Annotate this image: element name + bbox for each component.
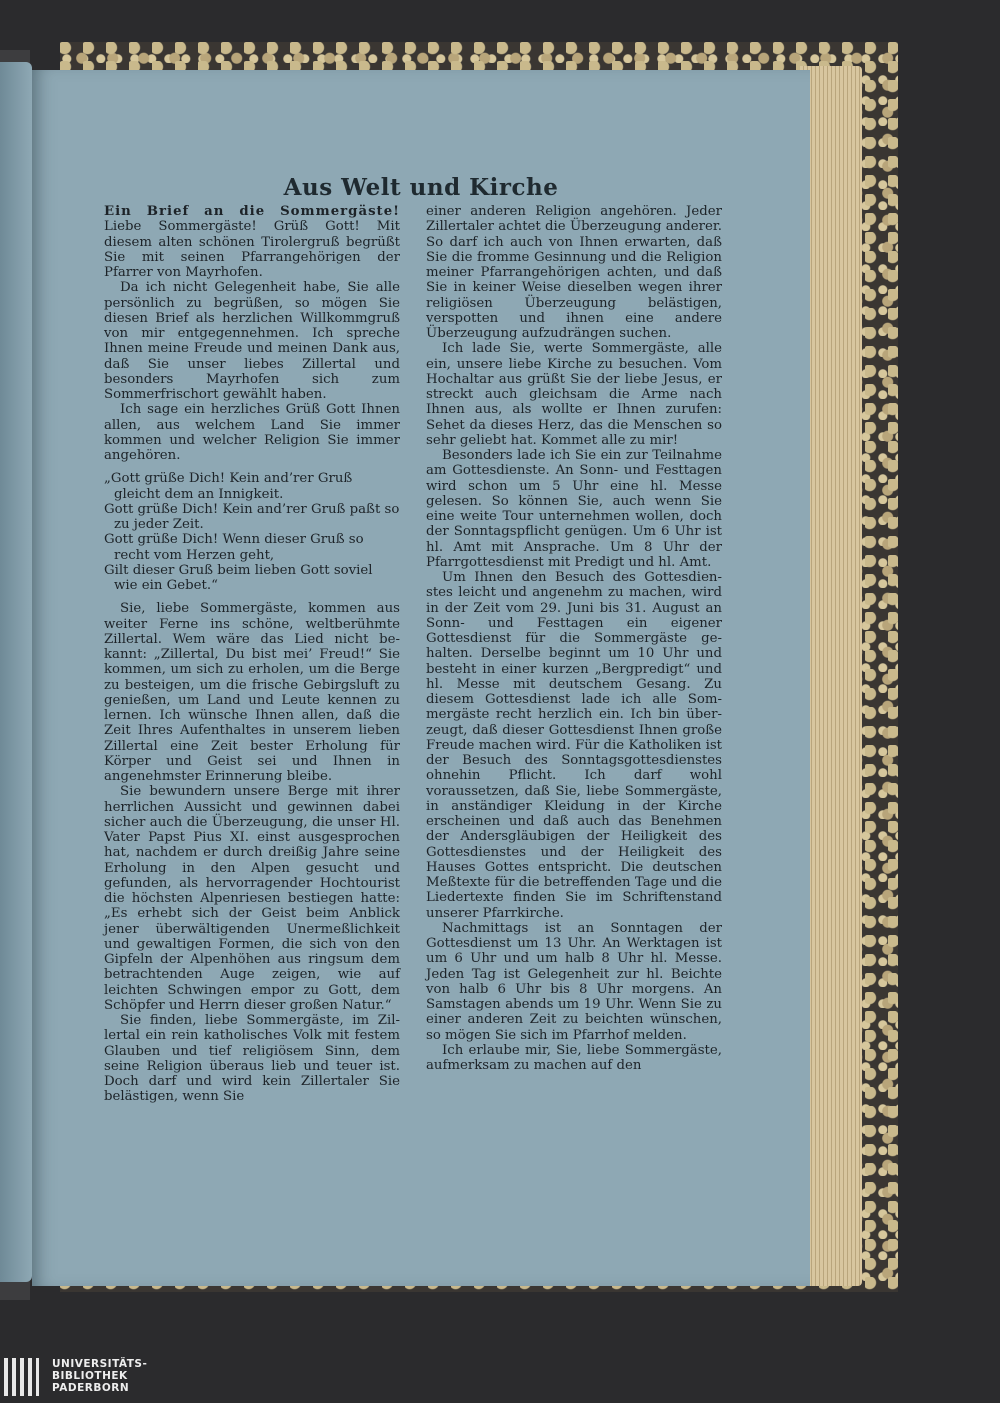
logo-line: PADERBORN bbox=[52, 1382, 130, 1394]
paragraph: Besonders lade ich Sie ein zur Teilnahme am Gottesdienste. An Sonn- und Festtagen wird schon um 5 Uhr eine hl. Messe gelesen. So können Sie, auch wenn Sie eine weite Tour unternehmen wollen, doch der Sonntagspflicht genügen. Um 6 Uhr ist hl. Amt mit Ansprache. Um 8 Uhr der Pfarrgottesdienst mit Predigt und hl. Amt. bbox=[426, 448, 722, 570]
paragraph: Ich sage ein herzliches Grüß Gott Ihnen allen, aus welchem Land Sie immer kommen und welcher Religion Sie immer angehören. bbox=[104, 402, 400, 463]
paragraph: Sie finden, liebe Sommergäste, im Zillertal ein rein katholisches Volk mit festem Glauben und tief religiösem Sinn, dem seine Religion überaus lieb und teuer ist. Doch darf und wird kein Zillertaler Sie belästigen, wenn Sie bbox=[104, 1013, 400, 1105]
logo-line: UNIVERSITÄTS- bbox=[52, 1358, 148, 1370]
logo-line: BIBLIOTHEK bbox=[52, 1370, 128, 1382]
poem-line: Gott grüße Dich! Wenn dieser Gruß so recht vom Herzen geht, bbox=[104, 532, 364, 563]
library-logo-text bbox=[52, 1358, 147, 1394]
left-page-edge bbox=[0, 62, 32, 1282]
poem-line: Gott grüße Dich! Kein and’rer Gruß paßt so zu jeder Zeit. bbox=[104, 501, 400, 532]
poem-line: Gilt dieser Gruß beim lieben Gott soviel wie ein Gebet.“ bbox=[104, 562, 373, 593]
document-page bbox=[32, 70, 810, 1286]
page-title: Aus Welt und Kirche bbox=[283, 174, 559, 201]
paragraph: einer anderen Religion angehören. Jeder Zillertaler achtet die Überzeugung anderer. So darf ich auch von Ihnen erwarten, daß Sie die fromme Gesinnung und die Religion meiner Pfarrangehörigen achten, und daß Sie in keiner Weise dieselben wegen ihrer religiösen Überzeugung belästigen, verspotten und ihnen eine andere Überzeugung aufzudrängen suchen. bbox=[426, 204, 722, 341]
article-heading: Ein Brief an die Sommergäste! bbox=[104, 204, 400, 219]
library-logo-icon bbox=[4, 1358, 44, 1396]
paragraph: Nachmittags ist an Sonntagen der Gottesdienst um 13 Uhr. An Werktagen ist um 6 Uhr und um halb 8 Uhr hl. Messe. Jeden Tag ist Gelegenheit zur hl. Beichte von halb 6 Uhr bis 8 Uhr morgens. An Samstagen abends um 19 Uhr. Wenn Sie zu einer anderen Zeit zu beichten wünschen, so mögen Sie sich im Pfarrhof melden. bbox=[426, 920, 722, 1043]
poem-line: „Gott grüße Dich! Kein and’rer Gruß gleicht dem an Innigkeit. bbox=[104, 471, 353, 502]
left-text-column bbox=[104, 204, 400, 1105]
poem-block bbox=[104, 471, 400, 593]
paragraph: Ich lade Sie, werte Sommergäste, alle ein, unsere liebe Kirche zu besuchen. Vom Hochaltar aus grüßt Sie der liebe Jesus, er streckt auch gleichsam die Arme nach Ihnen aus, als wollte er Ihnen zurufen: Sehet da dieses Herz, das die Menschen so sehr geliebt hat. Kommet alle zu mir! bbox=[426, 341, 722, 448]
library-footer bbox=[0, 1352, 1000, 1403]
paragraph bbox=[104, 204, 400, 280]
paragraph: Sie bewundern unsere Berge mit ihrer herrlichen Aussicht und gewinnen dabei sicher auch die Überzeugung, die unser Hl. Vater Papst Pius XI. einst ausgesprochen hat, nachdem er durch dreißig Jahre seine Erholung in den Alpen gesucht und gefunden, als hervorragender Hochtourist die höchsten Alpenriesen bestiegen hatte: „Es erhebt sich der Geist beim Anblick jener überwältigenden Unermeßlichkeit und gewaltigen Formen, die sich von den Gipfeln der Alpenhöhen aus ringsum dem betrachtenden Auge zeigen, wie auf leichten Schwingen empor zu Gott, dem Schöpfer und Herrn dieser großen Natur.“ bbox=[104, 784, 400, 1013]
paragraph: Ich erlaube mir, Sie, liebe Sommergäste, aufmerksam zu machen auf den bbox=[426, 1042, 722, 1073]
paragraph: Sie, liebe Sommergäste, kommen aus weiter Ferne ins schöne, weltberühmte Zillertal. Wem wäre das Lied nicht bekannt: „Zillertal, Du bist mei’ Freud!“ Sie kommen, um sich zu erholen, um die Berge zu besteigen, um die frische Gebirgsluft zu genießen, um Land und Leute kennen zu lernen. Ich wünsche Ihnen allen, daß die Zeit Ihres Aufenthaltes in unserem lieben Zillertal eine Zeit bester Erholung für Körper und Geist sei und Ihnen in angenehmster Erinnerung bleibe. bbox=[104, 601, 400, 784]
paragraph: Um Ihnen den Besuch des Gottesdienstes leicht und angenehm zu machen, wird in der Zeit vom 29. Juni bis 31. August an Sonn- und Festtagen ein eigener Gottesdienst für die Sommergäste gehalten. Derselbe beginnt um 10 Uhr und besteht in einer kurzen „Bergpredigt“ und hl. Messe mit deutschem Gesang. Zu diesem Gottesdienst lade ich alle Sommergäste recht herzlich ein. Ich bin überzeugt, daß dieser Gottesdienst Ihnen große Freude machen wird. Für die Katholiken ist der Besuch des Sonntagsgottesdienstes ohnehin Pflicht. Ich darf wohl voraussetzen, daß Sie, liebe Sommergäste, in anständiger Kleidung in der Kirche erscheinen und daß auch das Benehmen der Andersgläubigen der Heiligkeit des Gottesdienstes und der Heiligkeit des Hauses Gottes entspricht. Die deutschen Meßtexte für die betreffenden Tage und die Liedertexte finden Sie im Schriftenstand unserer Pfarrkirche. bbox=[426, 570, 722, 921]
paragraph-text: Liebe Sommergäste! Grüß Gott! Mit diesem alten schönen Tirolergruß begrüßt Sie mit seinen Pfarrangehörigen der Pfarrer von Mayrhofen. bbox=[104, 219, 400, 280]
right-text-column bbox=[426, 204, 722, 1073]
paragraph: Da ich nicht Gelegenheit habe, Sie alle persönlich zu begrüßen, so mögen Sie diesen Brief als herzlichen Willkommgruß von mir entgegennehmen. Ich spreche Ihnen meine Freude und meinen Dank aus, daß Sie unser liebes Zillertal und besonders Mayrhofen sich zum Sommerfrischort gewählt haben. bbox=[104, 280, 400, 402]
